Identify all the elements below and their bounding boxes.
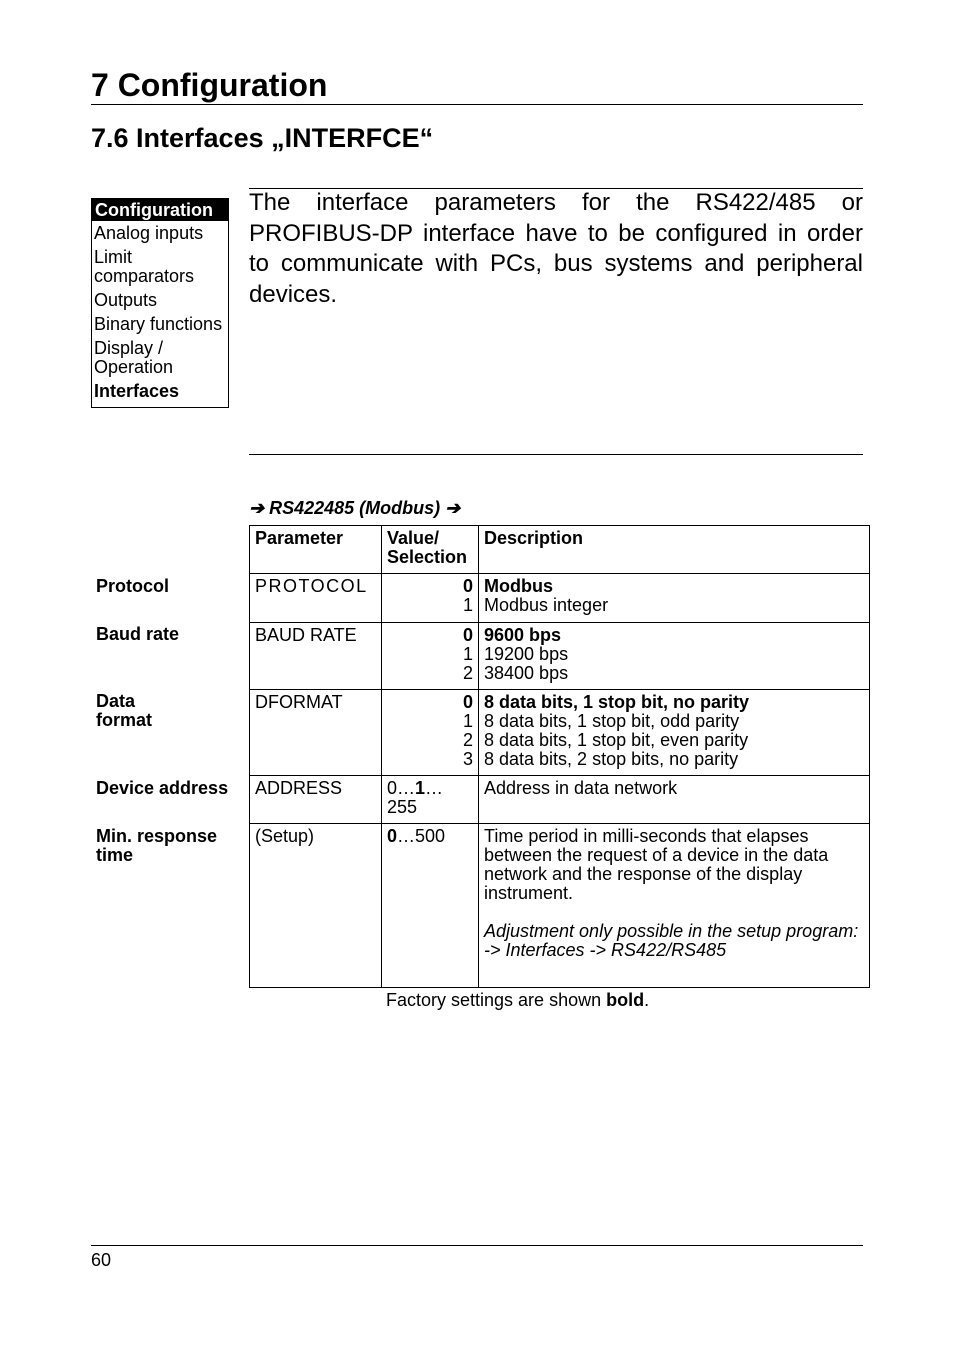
footer-divider bbox=[91, 1245, 863, 1246]
nav-item-limit-comparators[interactable]: Limit comparators bbox=[94, 247, 195, 286]
value-item: 0 bbox=[462, 576, 473, 596]
value-item: 3 bbox=[462, 749, 473, 769]
table-caption: ➔ RS422485 (Modbus) ➔ bbox=[249, 498, 461, 518]
page-number: 60 bbox=[91, 1250, 112, 1270]
table-row bbox=[250, 776, 870, 824]
desc-min-response-time bbox=[479, 824, 870, 988]
value-default: 1 bbox=[415, 778, 426, 798]
desc-data-format bbox=[479, 690, 870, 776]
desc-item: 19200 bps bbox=[484, 644, 569, 664]
nav-item-analog-inputs[interactable]: Analog inputs bbox=[94, 223, 204, 243]
param-baud-rate: BAUD RATE bbox=[250, 623, 382, 690]
desc-item: Modbus bbox=[484, 576, 553, 596]
chapter-divider bbox=[91, 104, 863, 105]
table-header-row bbox=[250, 526, 870, 574]
desc-device-address: Address in data network bbox=[479, 776, 870, 824]
nav-item-display-operation[interactable]: Display / Operation bbox=[94, 338, 174, 377]
param-device-address: ADDRESS bbox=[250, 776, 382, 824]
value-default: 0 bbox=[387, 826, 398, 846]
desc-note-path: -> Interfaces -> RS422/RS485 bbox=[484, 940, 727, 960]
nav-header[interactable]: Configuration bbox=[92, 199, 228, 221]
param-data-format: DFORMAT bbox=[250, 690, 382, 776]
values-data-format bbox=[382, 690, 479, 776]
desc-item: 38400 bps bbox=[484, 663, 569, 683]
param-min-response-time: (Setup) bbox=[250, 824, 382, 988]
footnote-end: . bbox=[644, 990, 650, 1010]
param-protocol: PROTOCOL bbox=[250, 574, 382, 623]
intro-bottom-rule bbox=[249, 454, 863, 455]
row-label-protocol: Protocol bbox=[96, 576, 170, 596]
desc-item: 9600 bps bbox=[484, 625, 562, 645]
table-row bbox=[250, 824, 870, 988]
value-range-end: … 255 bbox=[387, 778, 444, 817]
value-range-start: 0… bbox=[387, 778, 416, 798]
chapter-navigation bbox=[91, 198, 229, 408]
footnote-bold: bold bbox=[606, 990, 645, 1010]
desc-text: Time period in milli-seconds that elapses between the request of a device in the data network and the response of the display instrument. bbox=[484, 826, 829, 903]
value-item: 0 bbox=[462, 625, 473, 645]
table-row bbox=[250, 574, 870, 623]
intro-paragraph: The interface parameters for the RS422/485 or PROFIBUS-DP interface have to be configured in order to communicate with PCs, bus systems and peripheral devices. bbox=[249, 189, 863, 308]
desc-note: Adjustment only possible in the setup program: bbox=[484, 921, 859, 941]
values-min-response-time bbox=[382, 824, 479, 988]
row-label-min-response-time: Min. response time bbox=[96, 826, 218, 865]
header-parameter: Parameter bbox=[250, 526, 382, 574]
desc-item: 8 data bits, 2 stop bits, no parity bbox=[484, 749, 739, 769]
header-description: Description bbox=[479, 526, 870, 574]
nav-item-binary-functions[interactable]: Binary functions bbox=[94, 314, 223, 334]
section-title: 7.6 Interfaces „INTERFCE“ bbox=[91, 123, 434, 153]
value-item: 1 bbox=[462, 595, 473, 615]
value-item: 1 bbox=[462, 711, 473, 731]
footnote-text: Factory settings are shown bbox=[386, 990, 607, 1010]
table-row bbox=[250, 623, 870, 690]
nav-item-outputs[interactable]: Outputs bbox=[94, 290, 158, 310]
row-label-baud-rate: Baud rate bbox=[96, 624, 180, 644]
desc-item: 8 data bits, 1 stop bit, even parity bbox=[484, 730, 749, 750]
desc-item: Modbus integer bbox=[484, 595, 609, 615]
footnote bbox=[386, 989, 649, 1011]
desc-baud-rate bbox=[479, 623, 870, 690]
chapter-title: 7 Configuration bbox=[91, 67, 328, 103]
row-label-device-address: Device address bbox=[96, 778, 229, 798]
value-item: 0 bbox=[462, 692, 473, 712]
value-item: 1 bbox=[462, 644, 473, 664]
value-item: 2 bbox=[462, 663, 473, 683]
header-value: Value/ Selection bbox=[382, 526, 479, 574]
row-label-data-format: Data format bbox=[96, 691, 153, 730]
nav-item-interfaces[interactable]: Interfaces bbox=[94, 381, 180, 401]
value-range-end: …500 bbox=[397, 826, 446, 846]
values-device-address bbox=[382, 776, 479, 824]
desc-item: 8 data bits, 1 stop bit, no parity bbox=[484, 692, 750, 712]
values-baud-rate bbox=[382, 623, 479, 690]
table-row bbox=[250, 690, 870, 776]
desc-protocol bbox=[479, 574, 870, 623]
desc-item: 8 data bits, 1 stop bit, odd parity bbox=[484, 711, 740, 731]
value-item: 2 bbox=[462, 730, 473, 750]
values-protocol bbox=[382, 574, 479, 623]
parameter-table bbox=[249, 525, 870, 988]
